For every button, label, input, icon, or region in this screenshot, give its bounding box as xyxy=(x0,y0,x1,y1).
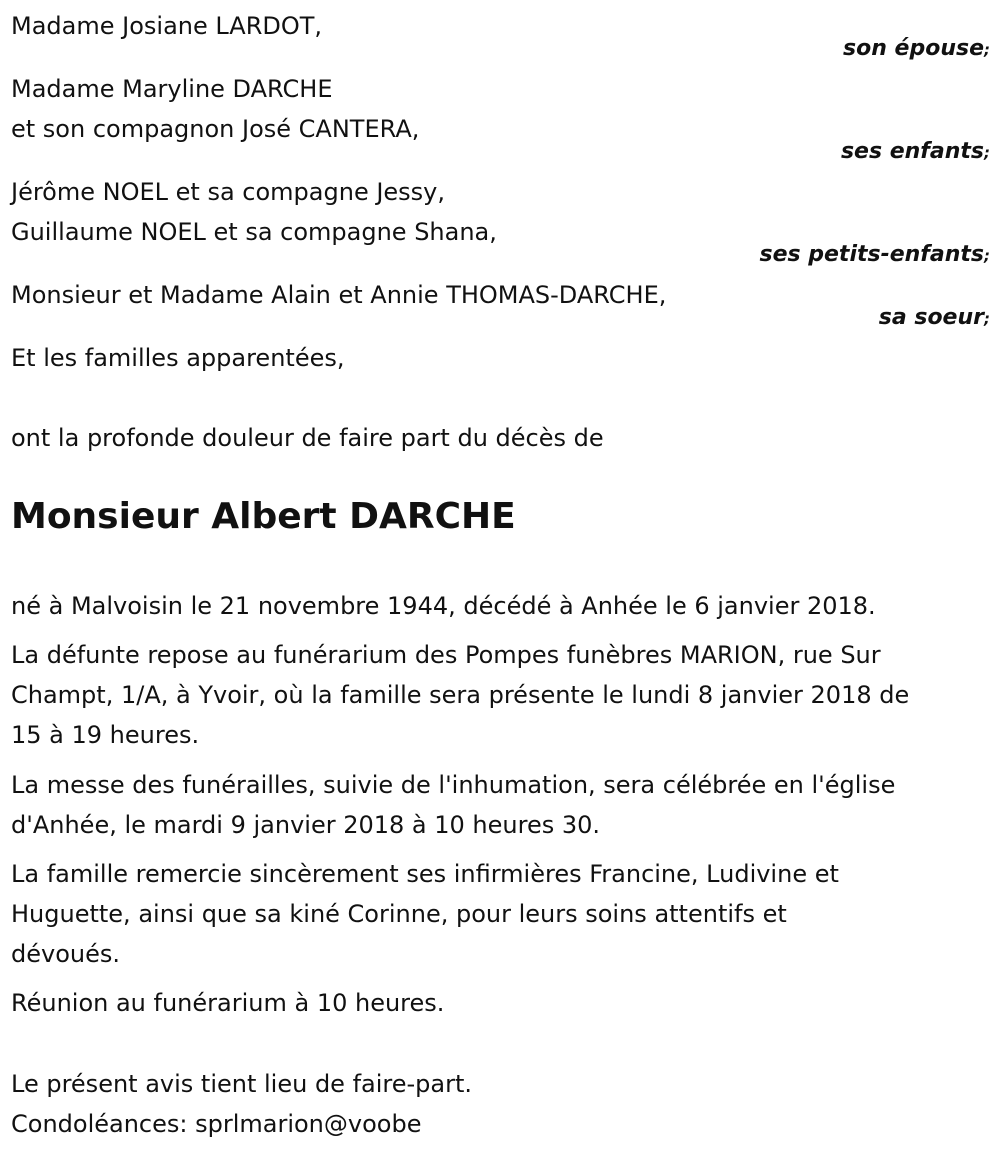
child-name-2: et son compagnon José CANTERA, xyxy=(11,115,420,143)
sibling-role xyxy=(879,303,990,334)
children-role xyxy=(841,137,990,168)
sibling-role-label: sa soeur xyxy=(878,305,984,330)
mass-line-1: La messe des funérailles, suivie de l'inhumation, sera célébrée en l'église xyxy=(11,771,896,799)
birth-death-line: né à Malvoisin le 21 novembre 1944, décédé à Anhée le 6 janvier 2018. xyxy=(11,592,876,620)
child-name-1: Madame Maryline DARCHE xyxy=(11,75,333,103)
deceased-name: Monsieur Albert DARCHE xyxy=(11,496,516,537)
thanks-line-1: La famille remercie sincèrement ses infirmières Francine, Ludivine et xyxy=(11,860,839,888)
mass-line-2: d'Anhée, le mardi 9 janvier 2018 à 10 heures 30. xyxy=(11,811,601,839)
thanks-line-2: Huguette, ainsi que sa kiné Corinne, pour leurs soins attentifs et xyxy=(11,900,787,928)
notice-line: Le présent avis tient lieu de faire-part. xyxy=(11,1070,473,1098)
grandchild-name-1: Jérôme NOEL et sa compagne Jessy, xyxy=(11,178,446,206)
funeral-home-line-2: Champt, 1/A, à Yvoir, où la famille sera présente le lundi 8 janvier 2018 de xyxy=(11,681,910,709)
grandchild-name-2: Guillaume NOEL et sa compagne Shana, xyxy=(11,218,497,246)
role-separator: ; xyxy=(984,310,990,328)
role-separator: ; xyxy=(984,41,990,59)
funeral-home-line-1: La défunte repose au funérarium des Pompes funèbres MARION, rue Sur xyxy=(11,641,881,669)
sibling-name: Monsieur et Madame Alain et Annie THOMAS-DARCHE, xyxy=(11,281,667,309)
spouse-role-label: son épouse xyxy=(843,36,984,61)
grandchildren-role xyxy=(759,240,990,271)
role-separator: ; xyxy=(984,247,990,265)
spouse-name: Madame Josiane LARDOT, xyxy=(11,12,323,40)
children-role-label: ses enfants xyxy=(840,139,984,164)
condolences-line: Condoléances: sprlmarion@voobe xyxy=(11,1110,422,1138)
grandchildren-role-label: ses petits-enfants xyxy=(759,242,984,267)
announcement-intro: ont la profonde douleur de faire part du décès de xyxy=(11,424,604,452)
role-separator: ; xyxy=(984,144,990,162)
meeting-line: Réunion au funérarium à 10 heures. xyxy=(11,989,445,1017)
spouse-role xyxy=(843,34,990,65)
relatives-line: Et les familles apparentées, xyxy=(11,344,345,372)
thanks-line-3: dévoués. xyxy=(11,940,120,968)
funeral-home-line-3: 15 à 19 heures. xyxy=(11,721,200,749)
